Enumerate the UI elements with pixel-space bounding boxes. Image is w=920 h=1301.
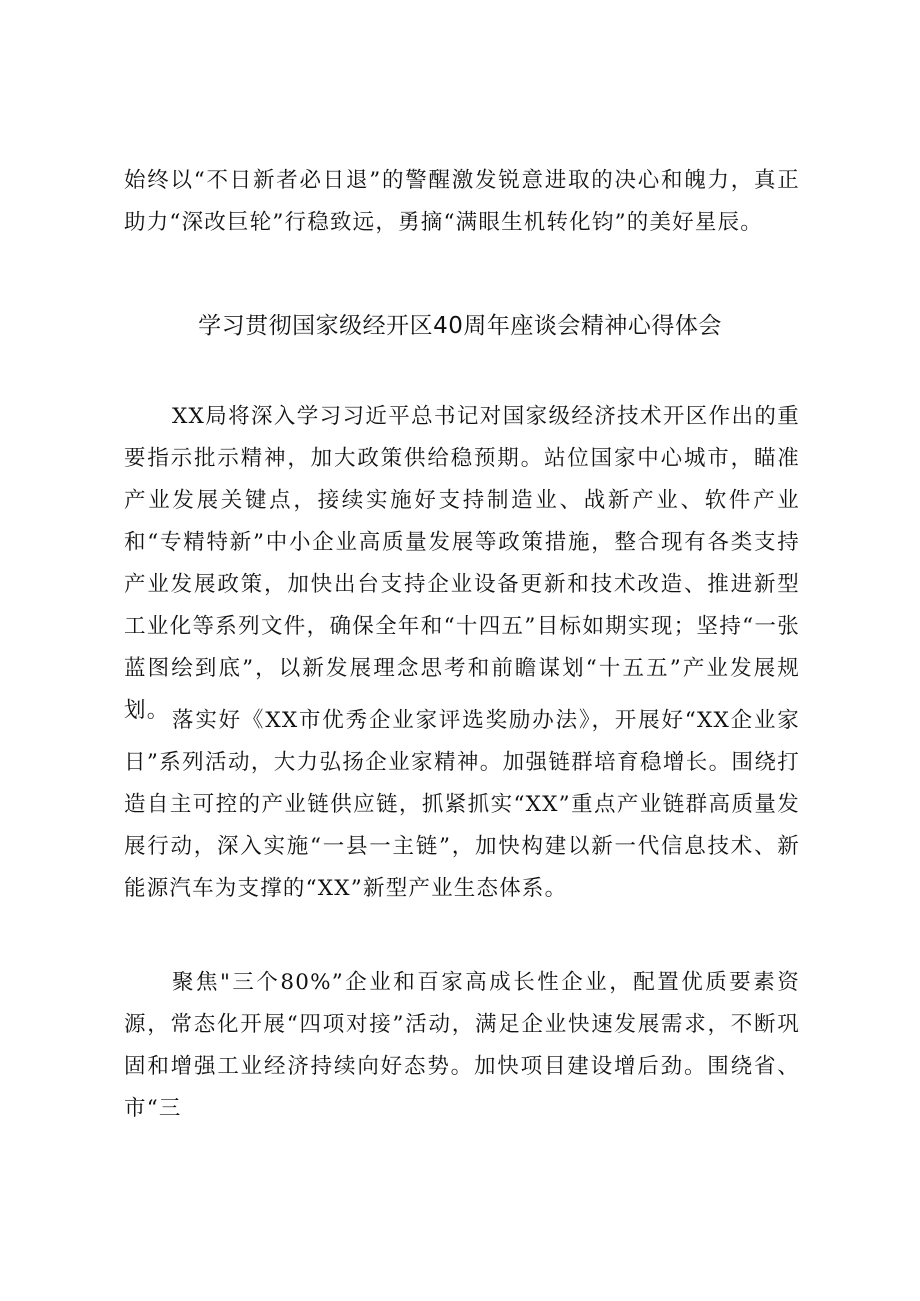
document-title: 学习贯彻国家级经开区40周年座谈会精神心得体会 (198, 313, 722, 339)
body-paragraph: 落实好《XX市优秀企业家评选奖励办法》，开展好“XX企业家日”系列活动，大力弘扬企业家精神。加强链群培育稳增长。围绕打造自主可控的产业链供应链，抓紧抓实“XX”重点产业链群高质量发展行动，深入实施“一县一主链”，加快构建以新一代信息技术、新能源汽车为支撑的“XX”新型产业生态体系。 (124, 708, 800, 901)
body-paragraph: XX局将深入学习习近平总书记对国家级经济技术开区作出的重要指示批示精神，加大政策供给稳预期。站位国家中心城市，瞄准产业发展关键点，接续实施好支持制造业、战新产业、软件产业和“专精特新”中小企业高质量发展等政策措施，整合现有各类支持产业发展政策，加快出台支持企业设备更新和技术改造、推进新型工业化等系列文件，确保全年和“十四五”目标如期实现；坚持“一张蓝图绘到底”，以新发展理念思考和前瞻谋划“十五五”产业发展规划。 (124, 404, 800, 723)
body-paragraph: 聚焦"三个80%”企业和百家高成长性企业，配置优质要素资源，常态化开展“四项对接”活动，满足企业快速发展需求，不断巩固和增强工业经济持续向好态势。加快项目建设增后劲。围绕省、市“三 (124, 970, 800, 1121)
continuation-paragraph: 始终以“不日新者必日退”的警醒激发锐意进取的决心和魄力，真正助力“深改巨轮”行稳致远，勇摘“满眼生机转化钧”的美好星辰。 (124, 168, 800, 235)
